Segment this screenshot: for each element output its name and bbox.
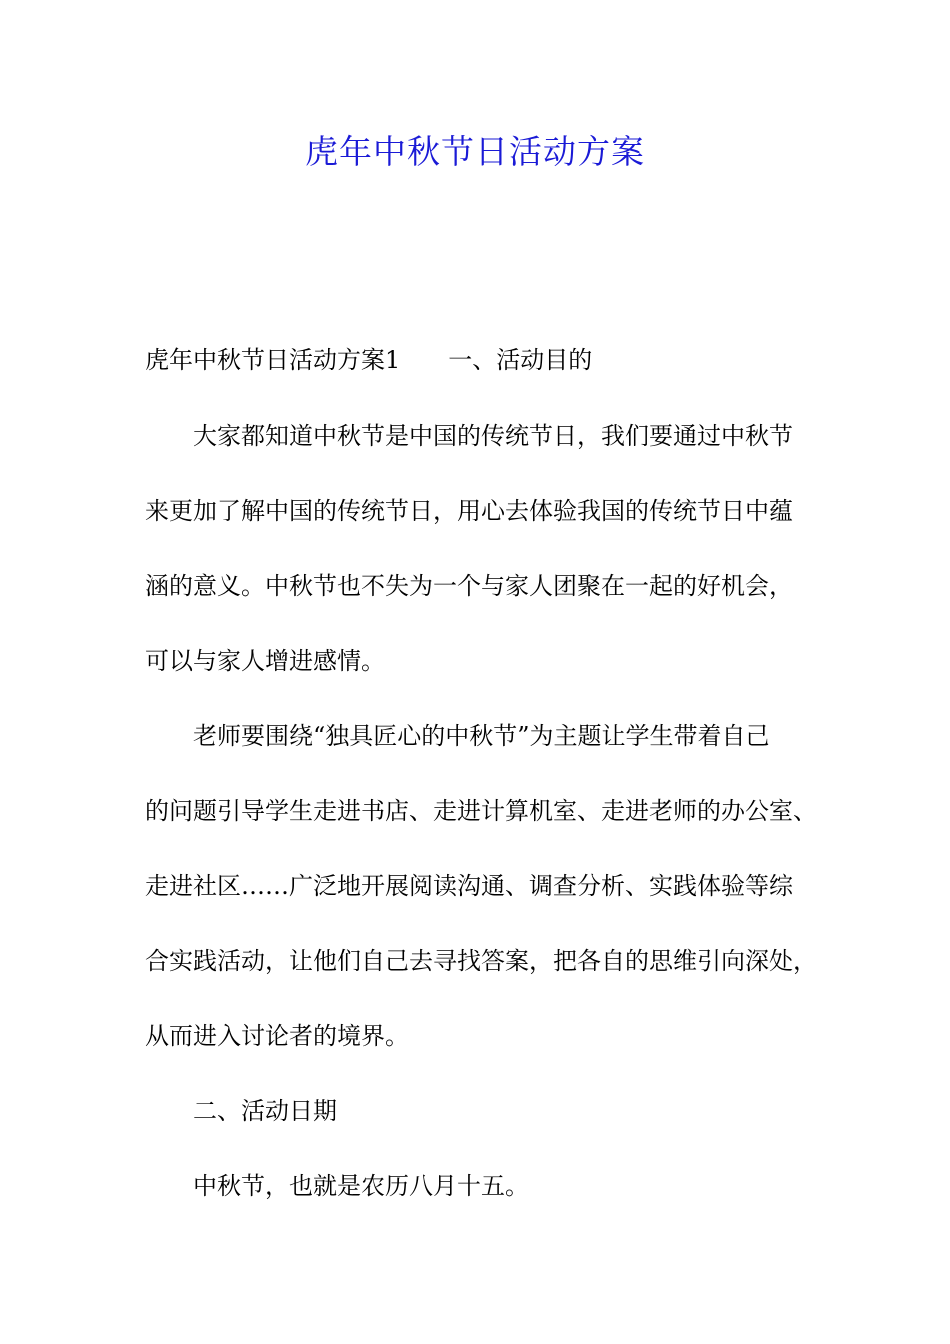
paragraph-line: 大家都知道中秋节是中国的传统节日，我们要通过中秋节 <box>193 422 793 450</box>
section-heading-date: 二、活动日期 <box>193 1097 337 1125</box>
paragraph-line: 合实践活动，让他们自己去寻找答案，把各自的思维引向深处， <box>145 947 817 975</box>
section-heading-purpose: 一、活动目的 <box>448 346 593 374</box>
paragraph-line: 来更加了解中国的传统节日，用心去体验我国的传统节日中蕴 <box>145 497 793 525</box>
paragraph-line: 老师要围绕“独具匠心的中秋节”为主题让学生带着自己 <box>193 722 770 750</box>
plan-subtitle: 虎年中秋节日活动方案1 <box>145 346 401 374</box>
paragraph-line: 的问题引导学生走进书店、走进计算机室、走进老师的办公室、 <box>145 797 817 825</box>
paragraph-line: 走进社区……广泛地开展阅读沟通、调查分析、实践体验等综 <box>145 872 793 900</box>
paragraph-line: 涵的意义。中秋节也不失为一个与家人团聚在一起的好机会， <box>145 572 793 600</box>
paragraph-line: 中秋节，也就是农历八月十五。 <box>193 1172 529 1200</box>
heading-line <box>145 343 835 377</box>
document-title: 虎年中秋节日活动方案 <box>305 132 645 171</box>
paragraph-line: 从而进入讨论者的境界。 <box>145 1022 409 1050</box>
paragraph-line: 可以与家人增进感情。 <box>145 647 385 675</box>
